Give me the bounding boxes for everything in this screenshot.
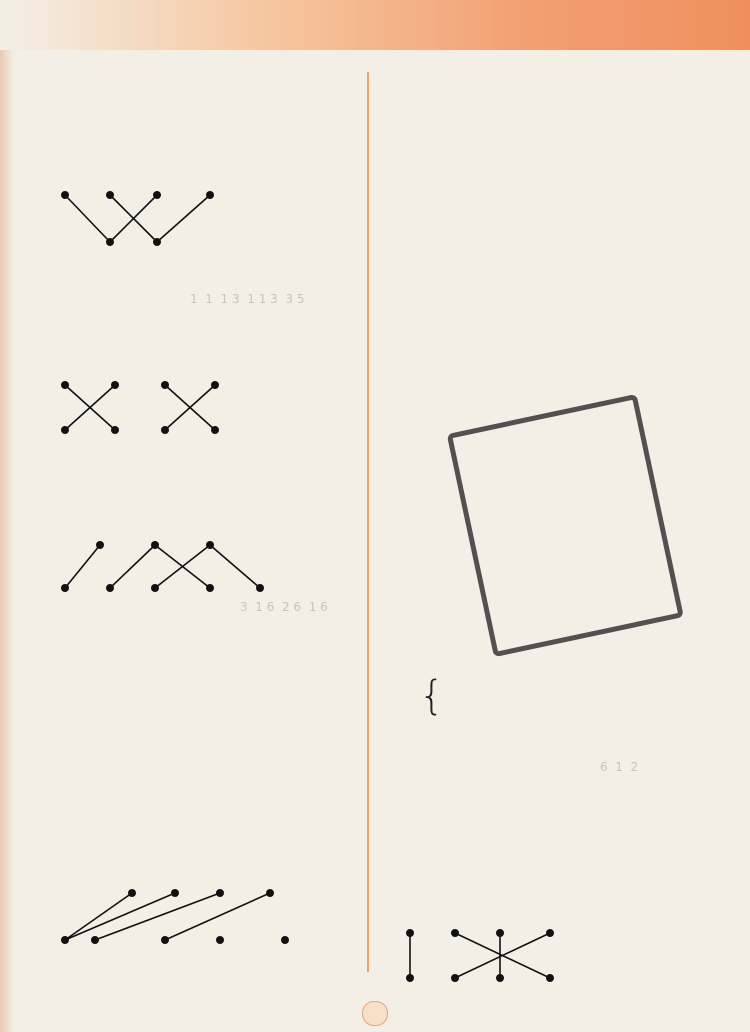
seal-stamp <box>447 395 680 655</box>
matching-diagram-1 <box>60 190 220 250</box>
matching-diagram-3 <box>60 540 270 600</box>
page-edge <box>0 0 14 1032</box>
bleed-through: 6 1 2 <box>600 760 639 774</box>
matching-diagram-2 <box>60 380 230 440</box>
column-divider <box>367 72 369 972</box>
matching-diagram-4 <box>60 888 310 948</box>
page-number <box>323 1004 427 1030</box>
matching-diagram-5 <box>400 928 570 988</box>
bleed-through: 3 1 6 2 6 1 6 <box>240 600 328 614</box>
brace: { <box>419 673 445 719</box>
bleed-through: 1 1 1 3 1 1 3 3 5 <box>190 292 305 306</box>
page-number-text <box>362 1001 388 1026</box>
header-band <box>0 0 750 50</box>
seal-border <box>447 394 684 657</box>
